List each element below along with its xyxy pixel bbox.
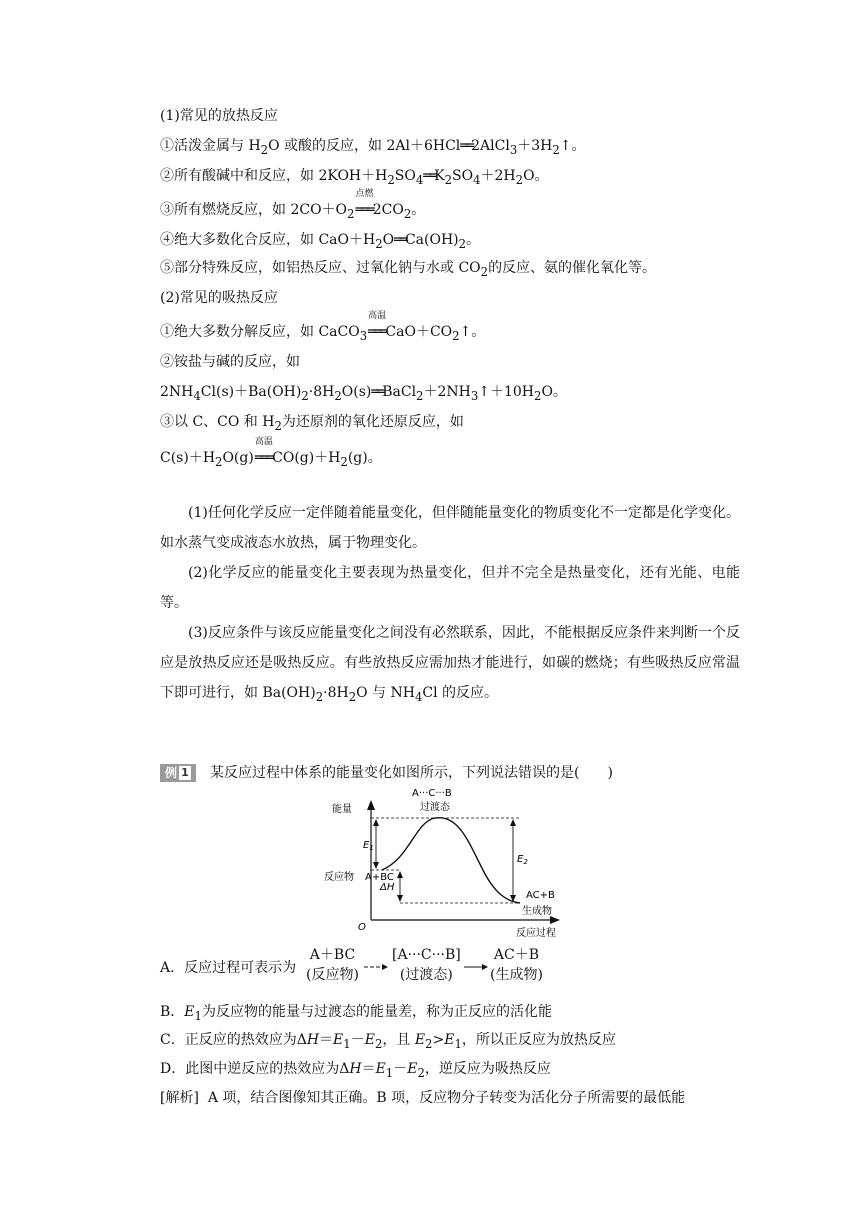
- energy-curve: [382, 818, 520, 903]
- exo-heading: (1)常见的放热反应: [160, 108, 278, 124]
- endo-item-3-intro: ③以 C、CO 和 $H_2$为还原剂的氧化还原反应，如: [160, 414, 464, 433]
- endo-item-2-equation: $2NH_4Cl(s)+Ba(OH)_2\cdot 8H_2O(s)══BaCl_2+2NH_3↑+10H_2O$。: [160, 384, 567, 403]
- exo-item-5: ⑤部分特殊反应，如铝热反应、过氧化钠与水或 $CO_2$的反应、氨的催化氧化等。: [160, 260, 657, 279]
- e2-arrow: [510, 819, 516, 902]
- e1-label: $E_1$: [363, 840, 374, 852]
- option-a-arrow-1: [362, 962, 390, 972]
- note-3: (3)反应条件与该反应能量变化之间没有必然联系，因此，不能根据反应条件来判断一个反应是放热反应还是吸热反应。有些放热反应需加热才能进行，如碳的燃烧；有些吸热反应常温下即可进行，如 $Ba(OH)_2\cdot 8H_2O$ 与 $NH_4Cl$ 的反应。: [160, 625, 740, 704]
- example-badge: 例 1: [160, 764, 196, 782]
- y-axis-label: 能量: [332, 804, 352, 815]
- x-axis-label: 反应过程: [516, 928, 556, 938]
- endo-item-2-intro: ②铵盐与碱的反应，如: [160, 354, 300, 370]
- e1-arrow: [373, 819, 379, 869]
- exo-item-3: ③所有燃烧反应，如 $2CO+O_2$ 点燃 $═══2CO_2$。: [160, 189, 426, 221]
- reactant-formula: A+BC: [365, 872, 394, 883]
- endo-heading: (2)常见的吸热反应: [160, 290, 278, 306]
- exo-item-4: ④绝大多数化合反应，如 $CaO+H_2O══Ca(OH)_2$。: [160, 232, 481, 251]
- option-a: A．反应过程可表示为: [160, 960, 297, 976]
- analysis: [160, 1088, 685, 1108]
- dh-label: ΔH: [380, 882, 395, 893]
- product-formula: AC+B: [526, 890, 555, 901]
- option-c: C．正反应的热效应为$\Delta H=E_1-E_2$，且 $E_2>E_1$，所以正反应为放热反应: [160, 1032, 616, 1051]
- note-2: (2)化学反应的能量变化主要表现为热量变化，但并不完全是热量变化，还有光能、电能等。: [160, 565, 740, 611]
- energy-diagram: [320, 786, 580, 938]
- example-question: 某反应过程中体系的能量变化如图所示，下列说法错误的是( ): [210, 765, 613, 781]
- x-axis: [371, 916, 560, 924]
- analysis-label: [解析]: [160, 1090, 199, 1106]
- endo-item-3-equation: $C(s)+H_2O(g)$ 高温 $═══CO(g)+H_2(g)$。: [160, 437, 382, 469]
- ts-label: 过渡态: [420, 802, 450, 813]
- analysis-text: A 项，结合图像知其正确。B 项，反应物分子转变为活化分子所需要的最低能: [207, 1090, 686, 1106]
- option-a-arrow-2: [462, 962, 490, 972]
- exo-item-2: ②所有酸碱中和反应，如 $2KOH+H_2SO_4══K_2SO_4+2H_2O$。: [160, 168, 549, 187]
- option-a-reactant: A＋BC (反应物): [306, 947, 359, 983]
- option-a-ts: [A···C···B] (过渡态): [392, 947, 461, 983]
- endo-item-1: ①绝大多数分解反应，如 CaCO$_3$ 高温 $═══CaO+CO_2↑$。: [160, 311, 486, 343]
- e2-label: $E_2$: [517, 854, 528, 866]
- dh-arrow: [397, 871, 403, 902]
- option-a-product: AC＋B (生成物): [490, 947, 543, 983]
- reactant-label: 反应物: [324, 872, 354, 883]
- exo-item-1: ①活泼金属与 $H_2O$ 或酸的反应，如 $2Al+6HCl══2AlCl_3+3H_2↑$。: [160, 138, 586, 157]
- product-label: 生成物: [522, 906, 552, 917]
- origin-label: O: [358, 922, 366, 933]
- option-d: D．此图中逆反应的热效应为$\Delta H=E_1-E_2$，逆反应为吸热反应: [160, 1061, 551, 1080]
- ts-formula: A···C···B: [412, 788, 452, 799]
- option-b: B．$E_1$为反应物的能量与过渡态的能量差，称为正反应的活化能: [160, 1004, 552, 1023]
- note-1: (1)任何化学反应一定伴随着能量变化，但伴随能量变化的物质变化不一定都是化学变化。如水蒸气变成液态水放热，属于物理变化。: [160, 505, 740, 551]
